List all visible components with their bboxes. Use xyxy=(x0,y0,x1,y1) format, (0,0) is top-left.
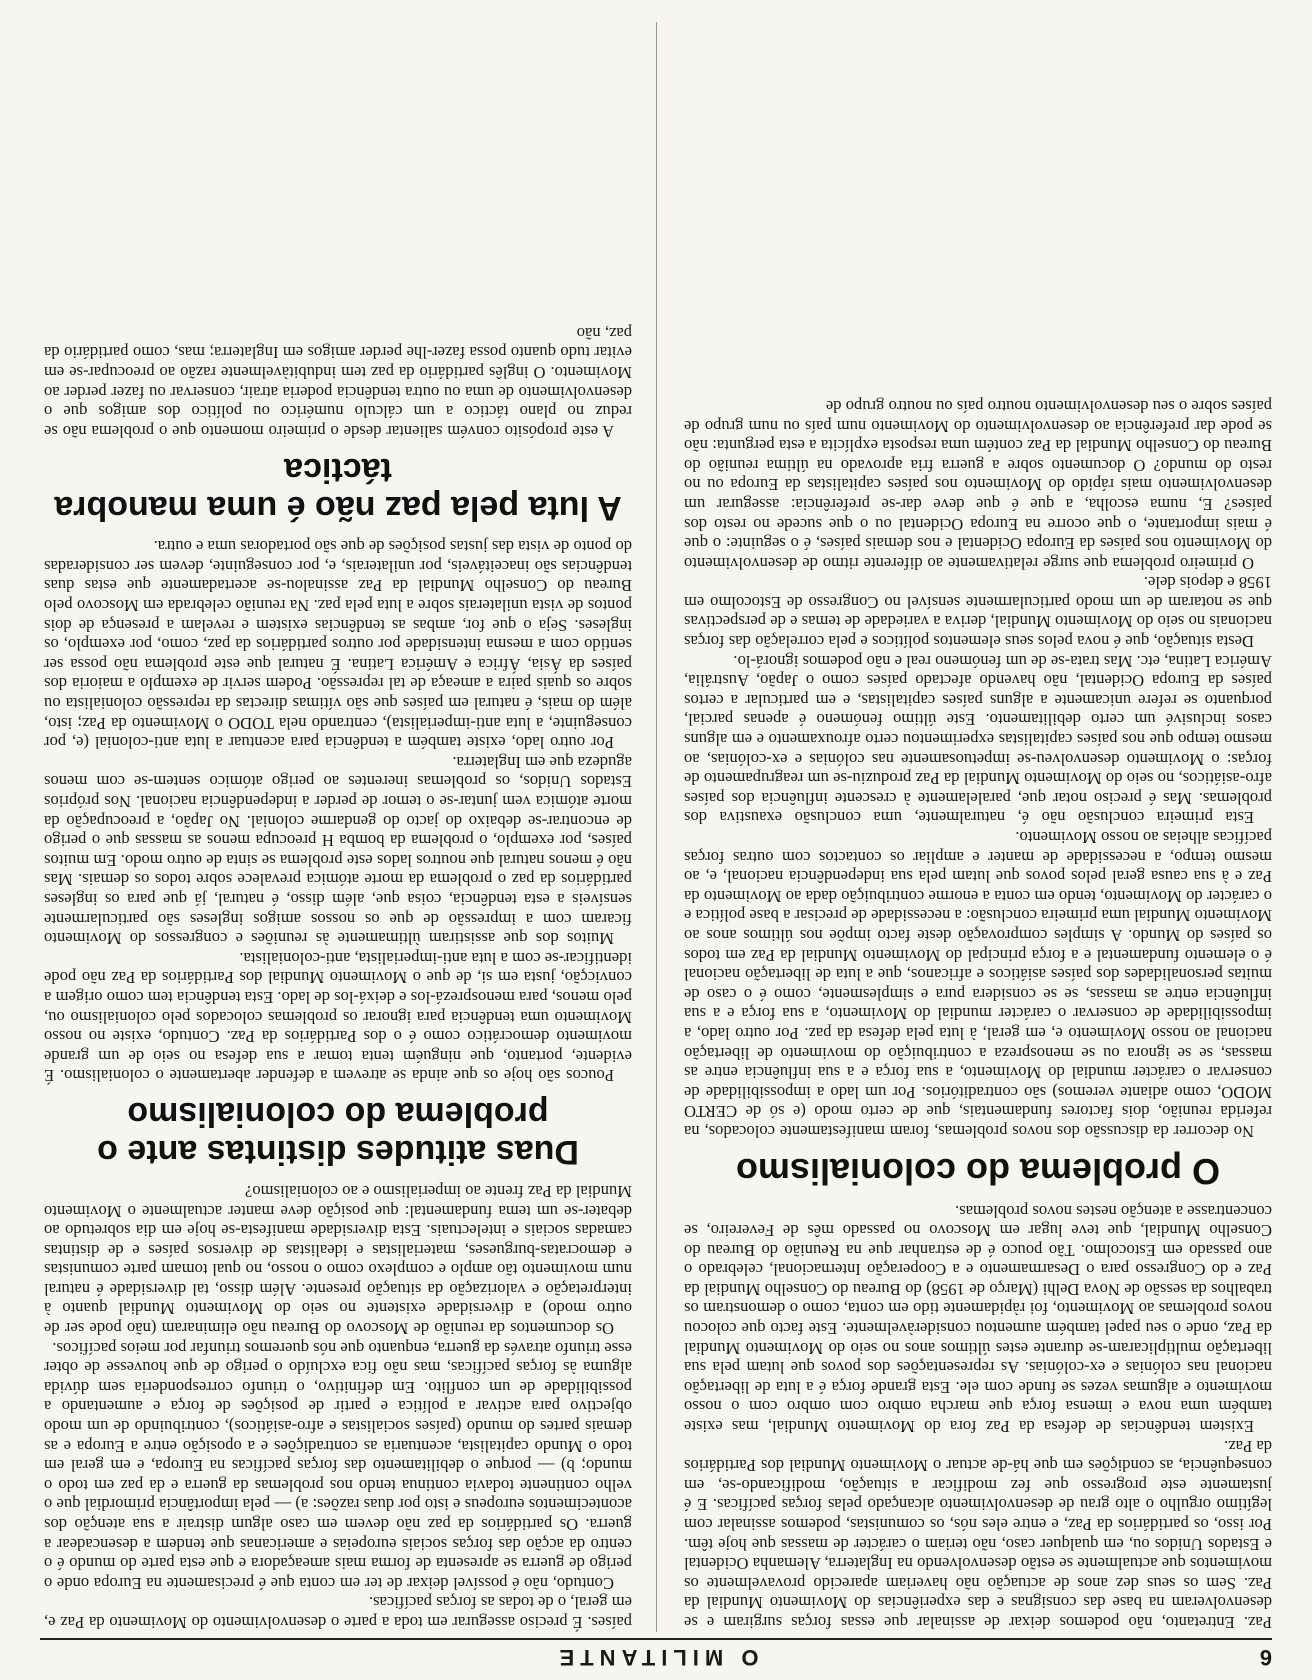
left-paragraph-6: O primeiro problema que surge relativamente ao diferente ritmo de desenvolvimento do Movimento nos países da Europa Ocidental e nos demais países, é o seguinte: o que é mais importante, o que ocorre na Europa Ocidental ou o que sucede no resto dos países? E, numa escolha, a que é que deve dar-se preferência: assegurar um desenvolvimento mais rápido do Movimento nos países capitalistas da Europa ou no resto do mundo? O documento sobre a guerra fria aprovado na última reunião do Bureau do Conselho Mundial da Paz contém uma resposta explícita a esta pergunta: não se pode dar preferência ao desenvolvimento do Movimento num país ou num grupo de países sobre o seu desenvolvimento noutro país ou noutro grupo de xyxy=(684,396,1272,573)
right-paragraph-7: A este propósito convém salientar desde o primeiro momento que o problema não se reduz no plano táctico a um cálculo numérico ou político dos amigos que o desenvolvimento de uma ou outra tendência poderia atrair, conservar ou fazer perder ao Movimento. O inglês partidário da paz tem indubitàvelmente razão ao preocupar-se em evitar tudo quanto possa fazer-lhe perder amigos em Inglaterra; mas, como partidário da paz, não xyxy=(44,323,632,441)
right-paragraph-1: países. É preciso assegurar em toda a parte o desenvolvimento do Movimento da Paz e, em geral, o de todas as forças pacíficas. xyxy=(44,1593,632,1632)
right-paragraph-2: Contudo, não é possível deixar de ter em conta que é precisamente na Europa onde o perigo de guerra se apresenta de forma mais ameaçadora e que esta parte do mundo é o centro da acção das forças sociais europeias e americanas que tendem a desencadear a guerra. Os partidários da paz não devem em caso algum distrair a sua atenção dos acontecimentos europeus e isto por duas razões: a) — pela importância primordial que o velho continente todavia continua tendo nos problemas da guerra e da paz em todo o mundo; b) — porque o debilitamento das forças pacíficas na Europa, e em geral em todo o Mundo capitalista, acentuaria as contradições e a oposição entre a Europa e as demais partes do mundo (países socialistas e afro-asiáticos), contribuindo de um modo objectivo para activar a política e partir de posições de força e aumentando a possibilidade de um conflito. Em definitivo, o triunfo corresponderia sem dúvida alguma às forças pacíficas, mas não fica excluído o perigo de que houvesse de obter esse triunfo através da guerra, enquanto que nós queremos triunfar por meios pacíficos. xyxy=(44,1338,632,1593)
right-column xyxy=(44,22,632,1632)
left-paragraph-2: Existem tendências de defesa da Paz fora do Movimento Mundial, mas existe também uma nova e imensa força que marcha ombro com ombro com o nosso movimento e algumas vezes se funde com ele. Esta grande força é a luta de libertação nacional nas colónias e ex-colónias. As representações dos povos que lutam pela sua libertação multiplicaram-se durante estes últimos anos no seio do Movimento Mundial da Paz, onde o seu papel também aumentou consideràvelmente. Este facto que colocou novos problemas ao Movimento, foi ràpidamente tido em conta, como o demonstram os trabalhos da sessão de Nova Delhi (Março de 1958) do Bureau do Conselho Mundial da Paz e do Congresso para o Desarmamento e a Cooperação Internacional, celebrado o ano passado em Estocolmo. Tão pouco é de estranhar que na Reunião do Bureau do Conselho Mundial, que teve lugar em Moscovo no passado mês de Fevereiro, se concentrasse a atenção nestes novos problemas. xyxy=(684,1201,1272,1437)
left-paragraph-1: Paz. Entretanto, não podemos deixar de assinalar que essas forças surgiram e se desenvolveram na base das consignas e das experiências do Movimento Mundial da Paz. Sem os seus dez anos de actuação não haveriam aparecido provavelmente os movimentos que actualmente se estão desenvolvendo na Inglaterra, Alemanha Ocidental e Estados Unidos ou, em qualquer caso, não teriam o carácter de massas que hoje têm. Por isso, os partidários da Paz, e entre eles nós, os comunistas, podemos assinalar com legítimo orgulho o alto grau de desenvolvimento alcançado pelas forças pacíficas. E é justamente este progresso que fez modificar a situação, modificando-se, em consequência, as condições em que há-de actuar o Movimento Mundial dos Partidários da Paz. xyxy=(684,1436,1272,1632)
page-number: 6 xyxy=(1259,1645,1272,1670)
right-paragraph-4: Poucos são hoje os que ainda se atrevem a defender abertamente o colonialismo. É evidente, portanto, que ninguém tenta tomar a sua defesa no seio de um grande movimento democrático como é o dos Partidários da Paz. Contudo, existe no nosso Movimento uma tendência para ignorar os problemas colocados pelo colonialismo ou, pelo menos, para menosprezá-los e deixá-los de lado. Esta tendência tem como origem a convicção, justa em si, de que o Movimento Mundial dos Partidários da Paz não pode identificar-se com a luta anti-imperialista, anti-colonialista. xyxy=(44,948,632,1086)
header-rule xyxy=(40,1638,1272,1640)
right-paragraph-3: Os documentos da reunião de Moscovo do Bureau não eliminaram (não pode ser de outro modo) a diversidade existente no seio do Movimento Mundial quanto à interpretação e valorização da situação presente. Além disso, tal diversidade é natural num movimento tão amplo e complexo como o nosso, no qual tomam parte comunistas e democratas-burgueses, materialistas e idealistas de diversos países e de distintas camadas sociais e intelectuais. Esta diversidade manifesta-se hoje em dia sobretudo ao debater-se um tema fundamental: que posição deve manter actualmente o Movimento Mundial da Paz frente ao imperialismo e ao colonialismo? xyxy=(44,1181,632,1339)
right-paragraph-6: Por outro lado, existe também a tendência para acentuar a luta anti-colonial (e, por conseguinte, a luta anti-imperialista), centrando nela TODO o Movimento da Paz; isto, além do mais, é natural em países que são vítimas directas da repressão colonialista ou sobre os quais paira a ameaça de tal repressão. Podem servir de exemplo a maioria dos países da Ásia, África e América Latina. É natural que este problema não possa ser sentido com a mesma intensidade por outros partidários da paz, como, por exemplo, os ingleses. Seja o que for, ambas as tendências existem e revelam a presença de dois pontos de vista unilaterais sobre a luta pela paz. Na reunião celebrada em Moscovo pelo Bureau do Conselho Mundial da Paz assinalou-se acertadamente que estas duas tendências são inaceitáveis, por unilaterais, e, por conseguinte, devem ser consideradas do ponto de vista das justas posições de que são portadoras uma e outra. xyxy=(44,537,632,753)
newspaper-title: O MILITANTE xyxy=(553,1645,759,1670)
left-column xyxy=(684,22,1272,1632)
page-header xyxy=(40,1642,1272,1672)
left-paragraph-5: Desta situação, que é nova pelos seus elementos políticos e pela correlação das forças nacionais no seio do Movimento Mundial, deriva a variedade de temas e de perspectivas que se notaram de um modo particularmente sensível no Congresso de Estocolmo em 1958 e depois dele. xyxy=(684,573,1272,652)
right-paragraph-5: Muitos dos que assistiram ùltimamente às reuniões e congressos do Movimento ficaram com a impressão de que os nossos amigos ingleses são particularmente sensíveis a esta tendência, coisa que, além disso, é natural, já que para os ingleses partidários da paz o problema da morte atómica prevalece sobre todos os demais. Mas não é menos natural que noutros lados este problema se sinta de outro modo. Em muitos países, por exemplo, o problema da bomba H preocupa menos as massas que o perigo de encontrar-se debaixo do jacto do gendarme colonial. No Japão, a preocupação da morte atómica vem juntar-se o temor de perder a independência nacional. Nos próprios Estados Unidos, os problemas inerentes ao perigo atómico sentem-se com menos agudeza que em Inglaterra. xyxy=(44,752,632,949)
heading-colonialism-problem: O problema do colonialismo xyxy=(735,1150,1221,1192)
left-paragraph-3: No decorrer da discussão dos novos problemas, foram manifestamente colocados, na referida reunião, dois factores fundamentais, que de certo modo (e só de CERTO MODO, como adiante veremos) são contraditórios. Por um lado a impossibilidade de conservar o carácter mundial do Movimento, a sua força e a sua influência entre as massas, se se ignora ou se menospreza a contribuição do movimento de libertação nacional ao nosso Movimento e, em geral, à luta pela defesa da paz. Por outro lado, a impossibilidade de conservar o carácter mundial do Movimento, a sua força e a sua influência entre as massas, se se considera pura e simplesmente, como é o caso de muitas personalidades dos países asiáticos e africanos, que a luta de libertação nacional é o elemento fundamental e a força principal do Movimento Mundial da Paz em todos os países do Mundo. A simples comprovação deste facto impõe nos últimos anos ao Movimento Mundial uma primeira conclusão: a necessidade de precisar a base política e o carácter do Movimento, tendo em conta a enorme contribuição dada ao Movimento da Paz e à sua causa geral pelos povos que lutam pela sua independência nacional, e, ao mesmo tempo, a necessidade de manter e ampliar os contactos com outras forças pacíficas alheias ao nosso Movimento. xyxy=(684,828,1272,1141)
column-divider xyxy=(656,22,657,1632)
heading-peace-struggle: A luta pela paz não é uma manobra táctica xyxy=(54,450,622,527)
left-paragraph-4: Esta primeira conclusão não é, naturalmente, uma conclusão exaustiva dos problemas. Mas é preciso notar que, paralelamente à crescente influência dos países afro-asiáticos, no seio do Movimento Mundial da Paz produziu-se um reagrupamento de forças: o Movimento desenvolveu-se impetuosamente nas colónias e ex-colónias, ao mesmo tempo que nos países capitalistas experimentou certo afrouxamento e em alguns casos inclusivé um certo debilitamento. Este último fenómeno é apenas parcial, porquanto se refere unicamente a alguns países capitalistas, e em particular a certos países da Europa Ocidental, não havendo afectado países como o Japão, Austrália, América Latina, etc. Mas trata-se de um fenómeno real e não podemos ignorá-lo. xyxy=(684,651,1272,828)
heading-two-attitudes: Duas atitudes distintas ante o problema do colonialismo xyxy=(97,1095,579,1172)
